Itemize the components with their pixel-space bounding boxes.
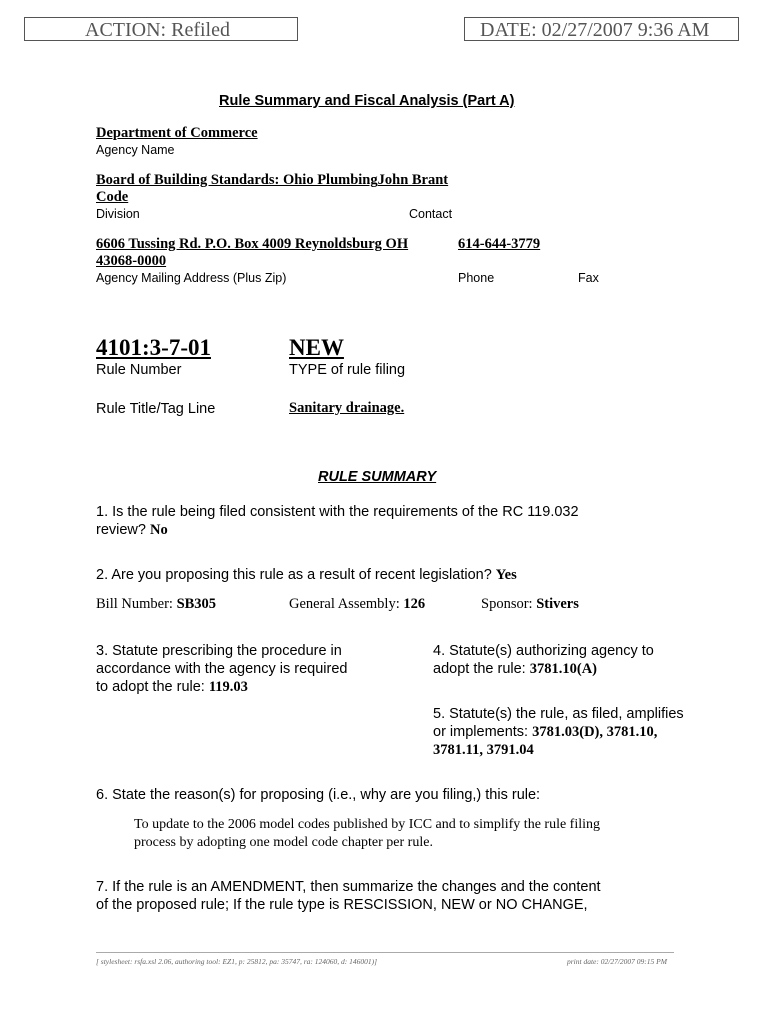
q2-text: 2. Are you proposing this rule as a result of recent legislation?: [96, 567, 492, 583]
rule-number-label: Rule Number: [96, 362, 182, 378]
q4-line1: 4. Statute(s) authorizing agency to: [433, 643, 654, 659]
bill-label: Bill Number:: [96, 596, 173, 612]
mailing-address: [96, 236, 408, 270]
q5-line1: 5. Statute(s) the rule, as filed, amplifies: [433, 706, 684, 722]
date-text: DATE: 02/27/2007 9:36 AM: [480, 19, 710, 41]
address-line1: 6606 Tussing Rd. P.O. Box 4009 Reynoldsburg OH: [96, 236, 409, 252]
sponsor-row: [481, 596, 579, 613]
phone-label: Phone: [458, 271, 495, 285]
footer-divider: [96, 952, 674, 953]
rule-title: Sanitary drainage.: [289, 400, 405, 416]
page-title: Rule Summary and Fiscal Analysis (Part A): [219, 93, 515, 109]
assembly-number: 126: [403, 596, 426, 612]
q3-line2: accordance with the agency is required: [96, 661, 348, 677]
bill-row: [96, 596, 216, 613]
assembly-label: General Assembly:: [289, 596, 400, 612]
date-box: [464, 17, 739, 41]
address-line2: 43068-0000: [96, 253, 167, 269]
rule-title-label: Rule Title/Tag Line: [96, 401, 216, 417]
q6-answer-line2: process by adopting one model code chapter per rule.: [134, 835, 433, 850]
fax-label: Fax: [578, 271, 599, 285]
agency-name: Department of Commerce: [96, 125, 258, 141]
question-1: [96, 503, 579, 539]
footer-stylesheet-info: [ stylesheet: rsfa.xsl 2.06, authoring tool: EZ1, p: 25812, pa: 35747, ra: 124060, d: 146001)]: [96, 957, 378, 966]
question-5: [433, 705, 684, 759]
rule-type-label: TYPE of rule filing: [289, 362, 406, 378]
q6-answer-line1: To update to the 2006 model codes published by ICC and to simplify the rule filing: [134, 817, 601, 832]
contact-name: John Brant: [377, 172, 449, 188]
rule-type: NEW: [289, 335, 344, 360]
action-text: ACTION: Refiled: [85, 19, 230, 41]
q5-answer-2: 3781.11, 3791.04: [433, 742, 534, 758]
question-4: [433, 642, 654, 678]
division-line1: Board of Building Standards: Ohio Plumbing: [96, 172, 378, 188]
q1-line1: 1. Is the rule being filed consistent with the requirements of the RC 119.032: [96, 504, 579, 520]
division-line2: Code: [96, 189, 129, 205]
q7-line2: of the proposed rule; If the rule type is RESCISSION, NEW or NO CHANGE,: [96, 897, 588, 913]
q5-line2: or implements:: [433, 724, 529, 740]
q7-line1: 7. If the rule is an AMENDMENT, then summarize the changes and the content: [96, 879, 601, 895]
q5-answer-1: 3781.03(D), 3781.10,: [532, 724, 658, 740]
action-box: [24, 17, 298, 41]
division-name: [96, 172, 448, 206]
rule-summary-heading: RULE SUMMARY: [318, 469, 437, 485]
assembly-row: [289, 596, 425, 613]
question-3: [96, 642, 347, 696]
bill-number: SB305: [176, 596, 217, 612]
q4-line2: adopt the rule:: [433, 661, 526, 677]
agency-name-label: Agency Name: [96, 143, 175, 157]
q3-answer: 119.03: [208, 679, 248, 695]
contact-label: Contact: [409, 207, 453, 221]
phone-number: 614-644-3779: [458, 236, 541, 252]
question-6: 6. State the reason(s) for proposing (i.e., why are you filing,) this rule:: [96, 787, 541, 803]
division-label: Division: [96, 207, 140, 221]
rule-number: 4101:3-7-01: [96, 335, 211, 360]
q6-answer: [134, 816, 600, 852]
sponsor-label: Sponsor:: [481, 596, 533, 612]
q1-line2: review?: [96, 522, 146, 538]
q4-answer: 3781.10(A): [529, 661, 598, 677]
question-2: [96, 566, 517, 584]
footer-print-date: print date: 02/27/2007 09:15 PM: [567, 957, 667, 966]
q3-line3: to adopt the rule:: [96, 679, 205, 695]
question-7: [96, 878, 601, 914]
q2-answer: Yes: [495, 567, 517, 583]
q3-line1: 3. Statute prescribing the procedure in: [96, 643, 342, 659]
q1-answer: No: [150, 522, 168, 538]
address-label: Agency Mailing Address (Plus Zip): [96, 271, 287, 285]
sponsor-name: Stivers: [536, 596, 579, 612]
